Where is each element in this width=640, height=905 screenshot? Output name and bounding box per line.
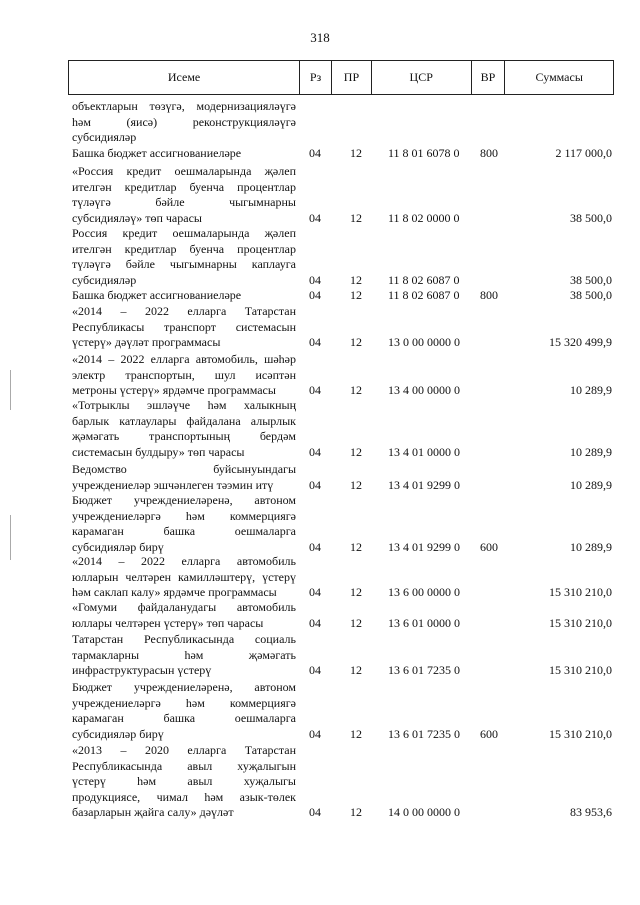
table-row <box>68 288 614 304</box>
row-rz: 04 <box>309 477 321 492</box>
row-csr: 11 8 02 0000 0 <box>388 210 460 225</box>
table-row <box>68 146 614 162</box>
table-row <box>68 462 614 493</box>
row-name <box>72 600 296 631</box>
row-name-line: барлык катлаулары файдалана алырлык <box>72 413 296 428</box>
row-pr: 12 <box>350 663 362 677</box>
row-sum: 38 500,0 <box>570 288 612 302</box>
row-csr: 13 6 01 7235 0 <box>388 663 460 677</box>
header-sum: Суммасы <box>535 70 583 84</box>
row-name-line: субсидияләр бирү <box>72 539 164 554</box>
row-name-line: тармакларны һәм җәмәгать <box>72 647 296 662</box>
row-name-line: юллары челтәрен үстерү» төп чарасы <box>72 615 264 630</box>
header-vr: ВР <box>472 61 506 94</box>
row-name-line: үстерү» дәүләт программасы <box>72 335 221 349</box>
row-pr: 12 <box>350 805 362 819</box>
row-rz: 04 <box>309 288 321 302</box>
table-row <box>68 304 614 351</box>
row-pr: 12 <box>350 288 362 302</box>
row-name-line: субсидияләр бирү <box>72 726 164 741</box>
row-rz: 04 <box>309 585 321 599</box>
row-name-line: һәм саклап калу» ярдәмче программасы <box>72 585 277 599</box>
row-sum: 10 289,9 <box>570 383 612 397</box>
table-row <box>68 680 614 742</box>
row-pr: 12 <box>350 383 362 397</box>
row-name-line: Ведомство буйсынуындагы <box>72 462 296 476</box>
table-row <box>68 493 614 555</box>
row-csr: 11 8 01 6078 0 <box>388 146 460 160</box>
row-rz: 04 <box>309 335 321 349</box>
scan-margin-mark <box>10 370 11 410</box>
table-row <box>68 398 614 460</box>
row-pr: 12 <box>350 539 362 554</box>
row-name-line: «Тотрыклы эшләүче һәм халыкның <box>72 398 296 412</box>
row-name <box>72 632 296 679</box>
row-name <box>72 146 296 162</box>
row-pr: 12 <box>350 615 362 630</box>
row-pr: 12 <box>350 444 362 459</box>
row-sum: 10 289,9 <box>570 444 612 459</box>
table-row <box>68 632 614 679</box>
row-name-line: Республикасында авыл хуҗалыгын <box>72 758 296 773</box>
table-header <box>68 60 614 95</box>
row-name-line: «Гомуми файдаланудагы автомобиль <box>72 600 296 614</box>
row-name-line: ителгән кредитлар буенча процентлар <box>72 241 296 256</box>
row-name-line: карамаган башка оешмаларга <box>72 711 296 725</box>
row-name-line: Бюджет учреждениеләренә, автоном <box>72 493 296 507</box>
row-name-line: субсидияләү» төп чарасы <box>72 210 202 225</box>
row-rz: 04 <box>309 615 321 630</box>
row-rz: 04 <box>309 272 321 287</box>
header-csr: ЦСР <box>372 61 472 94</box>
row-name-line: базарларын җайга салу» дәүләт <box>72 805 234 819</box>
row-name <box>72 680 296 742</box>
table-row <box>68 743 614 821</box>
row-name <box>72 164 296 226</box>
row-vr: 600 <box>480 726 498 741</box>
row-sum: 15 310 210,0 <box>549 585 612 599</box>
row-name-line: «2013 – 2020 елларга Татарстан <box>72 743 296 757</box>
table-row <box>68 554 614 601</box>
row-rz: 04 <box>309 210 321 225</box>
row-sum: 15 310 210,0 <box>549 615 612 630</box>
row-rz: 04 <box>309 663 321 677</box>
row-name <box>72 304 296 351</box>
row-rz: 04 <box>309 539 321 554</box>
row-name-line: объектларын төзүгә, модернизацияләүгә <box>72 99 296 113</box>
row-csr: 13 6 01 7235 0 <box>388 726 460 741</box>
row-name-line: электр транспортын, шул исәптән <box>72 367 296 382</box>
row-csr: 13 4 01 9299 0 <box>388 477 460 492</box>
row-name-line: субсидияләр <box>72 272 137 287</box>
row-name-line: үстерү һәм авыл хуҗалыгы <box>72 774 296 788</box>
row-pr: 12 <box>350 210 362 225</box>
row-sum: 10 289,9 <box>570 539 612 554</box>
row-csr: 11 8 02 6087 0 <box>388 288 460 302</box>
row-sum: 15 320 499,9 <box>549 335 612 349</box>
row-name-line: системасын булдыру» төп чарасы <box>72 444 245 459</box>
row-name-line: Башка бюджет ассигнованиеләре <box>72 146 242 160</box>
row-name <box>72 554 296 601</box>
row-sum: 38 500,0 <box>570 272 612 287</box>
row-pr: 12 <box>350 726 362 741</box>
row-name-line: продукциясе, чимал һәм азык-төлек <box>72 789 296 804</box>
row-name-line: «2014 – 2022 елларга Татарстан <box>72 304 296 318</box>
header-rz: Рз <box>300 61 332 94</box>
row-name <box>72 462 296 493</box>
row-name-line: Бюджет учреждениеләренә, автоном <box>72 680 296 694</box>
row-name-line: түләүгә бәйле чыгымнарны <box>72 195 296 209</box>
header-name: Исеме <box>69 61 300 94</box>
row-sum: 15 310 210,0 <box>549 663 612 677</box>
row-name-line: Татарстан Республикасында социаль <box>72 632 296 646</box>
table-row <box>68 600 614 631</box>
row-csr: 13 6 01 0000 0 <box>388 615 460 630</box>
row-name-line: учреждениеләр эшчәнлеген тәэмин итү <box>72 477 274 492</box>
row-name-line: һәм (яисә) реконструкцияләүгә <box>72 114 296 129</box>
row-name <box>72 288 296 304</box>
row-pr: 12 <box>350 272 362 287</box>
row-vr: 600 <box>480 539 498 554</box>
row-rz: 04 <box>309 146 321 160</box>
row-name-line: учреждениеләргә һәм коммерциягә <box>72 508 296 523</box>
row-name-line: юлларын челтәрен камилләштерү, үстерү <box>72 569 296 584</box>
row-csr: 13 4 00 0000 0 <box>388 383 460 397</box>
row-csr: 14 0 00 0000 0 <box>388 805 460 819</box>
row-csr: 13 4 01 9299 0 <box>388 539 460 554</box>
row-vr: 800 <box>480 288 498 302</box>
row-name-line: җәмәгать транспортының бердәм <box>72 429 296 443</box>
row-pr: 12 <box>350 146 362 160</box>
row-rz: 04 <box>309 444 321 459</box>
row-sum: 38 500,0 <box>570 210 612 225</box>
row-name <box>72 398 296 460</box>
row-name-line: метроны үстерү» ярдәмче программасы <box>72 383 276 397</box>
table-row <box>68 352 614 399</box>
row-sum: 2 117 000,0 <box>555 146 612 160</box>
row-name-line: Башка бюджет ассигнованиеләре <box>72 288 242 302</box>
table-row <box>68 164 614 226</box>
row-name-line: карамаган башка оешмаларга <box>72 524 296 538</box>
row-name-line: учреждениеләргә һәм коммерциягә <box>72 695 296 710</box>
row-pr: 12 <box>350 477 362 492</box>
row-name-line: Россия кредит оешмаларында җәлеп <box>72 226 296 240</box>
row-sum: 83 953,6 <box>570 805 612 819</box>
row-name <box>72 226 296 288</box>
row-rz: 04 <box>309 383 321 397</box>
row-name-line: «Россия кредит оешмаларында җәлеп <box>72 164 296 178</box>
row-name <box>72 743 296 821</box>
row-rz: 04 <box>309 805 321 819</box>
row-pr: 12 <box>350 585 362 599</box>
scan-margin-mark <box>10 515 11 560</box>
row-name-line: ителгән кредитлар буенча процентлар <box>72 179 296 194</box>
row-rz: 04 <box>309 726 321 741</box>
row-sum: 15 310 210,0 <box>549 726 612 741</box>
row-vr: 800 <box>480 146 498 160</box>
row-name-line: «2014 – 2022 елларга автомобиль <box>72 554 296 568</box>
row-csr: 13 6 00 0000 0 <box>388 585 460 599</box>
row-name-line: инфраструктурасын үстерү <box>72 663 212 677</box>
row-csr: 13 0 00 0000 0 <box>388 335 460 349</box>
table-row <box>68 99 614 146</box>
row-name <box>72 352 296 399</box>
row-name-line: түләүгә бәйле чыгымнарны каплауга <box>72 257 296 271</box>
row-csr: 11 8 02 6087 0 <box>388 272 460 287</box>
table-row <box>68 226 614 288</box>
row-name <box>72 99 296 146</box>
header-pr: ПР <box>332 61 372 94</box>
row-name-line: субсидияләр <box>72 130 137 144</box>
row-sum: 10 289,9 <box>570 477 612 492</box>
row-pr: 12 <box>350 335 362 349</box>
row-name-line: «2014 – 2022 елларга автомобиль, шәһәр <box>72 352 296 366</box>
row-csr: 13 4 01 0000 0 <box>388 444 460 459</box>
page-number: 318 <box>310 30 330 45</box>
row-name <box>72 493 296 555</box>
row-name-line: Республикасы транспорт системасын <box>72 319 296 334</box>
